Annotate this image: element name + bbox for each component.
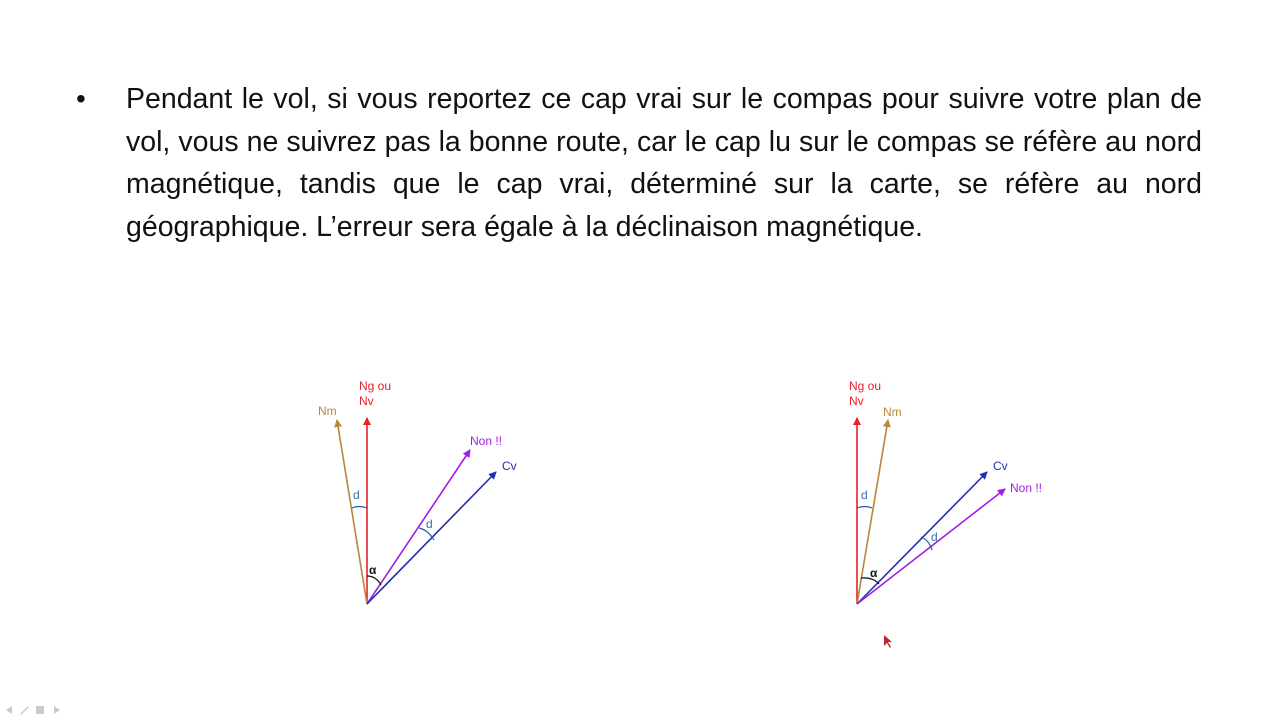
declination-arc-1 [857,507,872,509]
alpha-label: α [870,566,878,580]
true-north-label-line1: Ng ou [849,379,882,393]
wrong-course-label: Non !! [470,434,503,448]
bullet-text: Pendant le vol, si vous reportez ce cap vrai sur le compas pour suivre votre plan de vol, vous ne suivrez pas la bonne route, car le cap lu sur le compas se réfère au nord magnétique, tandis que le cap vrai, déterminé sur la carte, se réfère au nord géographique. L’erreur sera égale à la déclinaison magnétique. [126,83,1202,243]
declination-label-1: d [353,488,360,502]
magnetic-north-label: Nm [883,405,902,419]
next-slide-icon[interactable] [54,706,60,714]
true-north-label-line2: Nv [359,394,374,408]
slideshow-toolbar[interactable] [4,703,74,721]
menu-icon[interactable] [36,706,44,714]
true-course-label: Cv [993,459,1008,473]
declination-label-1: d [861,488,868,502]
true-course-label: Cv [502,459,517,473]
declination-label-2: d [426,517,433,531]
magnetic-north-label: Nm [318,404,337,418]
declination-label-2: d [931,530,938,544]
mouse-cursor-icon [884,635,892,648]
true-north-label-line2: Nv [849,394,864,408]
alpha-label: α [369,563,377,577]
bullet-symbol: • [76,83,86,114]
true-north-label-line1: Ng ou [359,379,392,393]
wrong-course-label: Non !! [1010,481,1043,495]
previous-slide-icon[interactable] [6,706,12,714]
pen-icon[interactable] [20,706,29,715]
